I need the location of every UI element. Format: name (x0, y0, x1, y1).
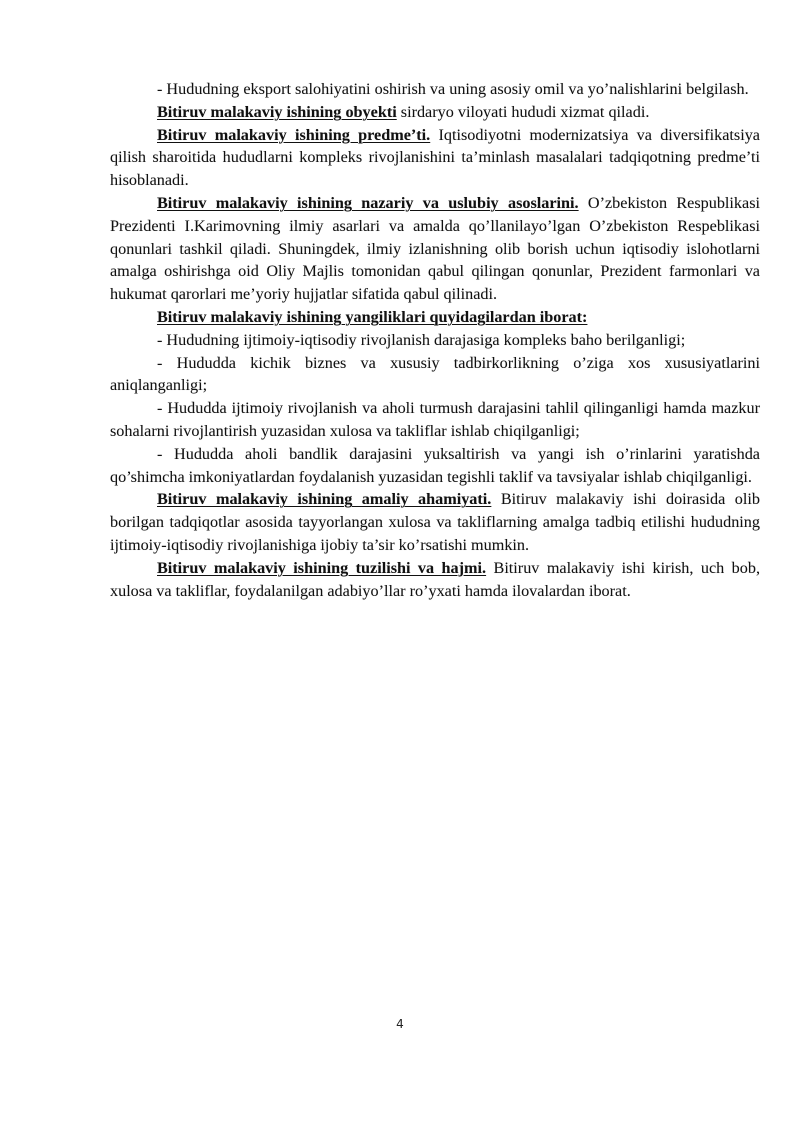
paragraph-text: Iqtisodiyotni modernizatsiya va diversifikatsiya qilish sharoitida hududlarni kompleks rivojlanishini ta’minlash masalalari tadqiqotning predme’ti hisoblanadi. (110, 125, 760, 190)
paragraph-text: - Hududning ijtimoiy-iqtisodiy rivojlanish darajasiga kompleks baho berilganligi; (157, 330, 686, 349)
list-item-novelty-4 (110, 443, 760, 489)
section-heading-structure: Bitiruv malakaviy ishining tuzilishi va hajmi. (157, 558, 487, 577)
section-heading-theoretical-basis: Bitiruv malakaviy ishining nazariy va uslubiy asoslarini. (157, 193, 579, 212)
document-page (110, 78, 760, 602)
section-heading-subject: Bitiruv malakaviy ishining predme’ti. (157, 125, 431, 144)
paragraph-export-potential (110, 78, 760, 101)
section-heading-novelty: Bitiruv malakaviy ishining yangiliklari quyidagilardan iborat: (157, 307, 588, 326)
paragraph-text: sirdaryo viloyati hududi xizmat qiladi. (396, 102, 650, 121)
paragraph-text: - Hududda aholi bandlik darajasini yuksaltirish va yangi ish o’rinlarini yaratishda qo’shimcha imkoniyatlardan foydalanish yuzasidan tegishli taklif va tavsiyalar ishlab chiqilganligi. (110, 444, 760, 486)
paragraph-text: Bitiruv malakaviy ishi doirasida olib borilgan tadqiqotlar asosida tayyorlangan xulosa va takliflarning amalga tadbiq etilishi hududning ijtimoiy-iqtisodiy rivojlanishiga ijobiy ta’sir ko’rsatishi mumkin. (110, 490, 760, 554)
paragraph-theoretical-basis (110, 192, 760, 306)
list-item-novelty-3 (110, 397, 760, 443)
paragraph-text: - Hududning eksport salohiyatini oshirish va uning asosiy omil va yo’nalishlarini belgilash. (157, 80, 749, 98)
list-item-novelty-1 (110, 329, 760, 352)
paragraph-practical-significance (110, 488, 760, 556)
paragraph-text: - Hududda kichik biznes va xususiy tadbirkorlikning o’ziga xos xususiyatlarini aniqlanganligi; (110, 353, 760, 395)
paragraph-object (110, 101, 760, 124)
paragraph-novelty-heading (110, 306, 760, 329)
paragraph-text: Bitiruv malakaviy ishi kirish, uch bob, xulosa va takliflar, foydalanilgan adabiyo’llar ro’yxati hamda ilovalardan iborat. (110, 558, 760, 600)
paragraph-text: O’zbekiston Respublikasi Prezidenti I.Karimovning ilmiy asarlari va amalda qo’llanilayo’lgan O’zbekiston Respeblikasi qonunlari tashkil qiladi. Shuningdek, ilmiy izlanishning olib borish uchun iqtisodiy islohotlarni amalga oshirishga oid Oliy Majlis tomonidan qabul qilingan qonunlar, Prezident farmonlari va hukumat qarorlari me’yoriy hujjatlar sifatida qabul qilinadi. (110, 193, 760, 304)
paragraph-text: - Hududda ijtimoiy rivojlanish va aholi turmush darajasini tahlil qilinganligi hamda mazkur sohalarni rivojlantirish yuzasidan xulosa va takliflar ishlab chiqilganligi; (110, 399, 760, 440)
page-number: 4 (396, 1017, 404, 1031)
section-heading-object: Bitiruv malakaviy ishining obyekti (157, 102, 397, 121)
section-heading-practical-significance: Bitiruv malakaviy ishining amaliy ahamiyati. (157, 490, 492, 509)
paragraph-structure (110, 557, 760, 603)
list-item-novelty-2 (110, 352, 760, 398)
paragraph-subject (110, 124, 760, 192)
